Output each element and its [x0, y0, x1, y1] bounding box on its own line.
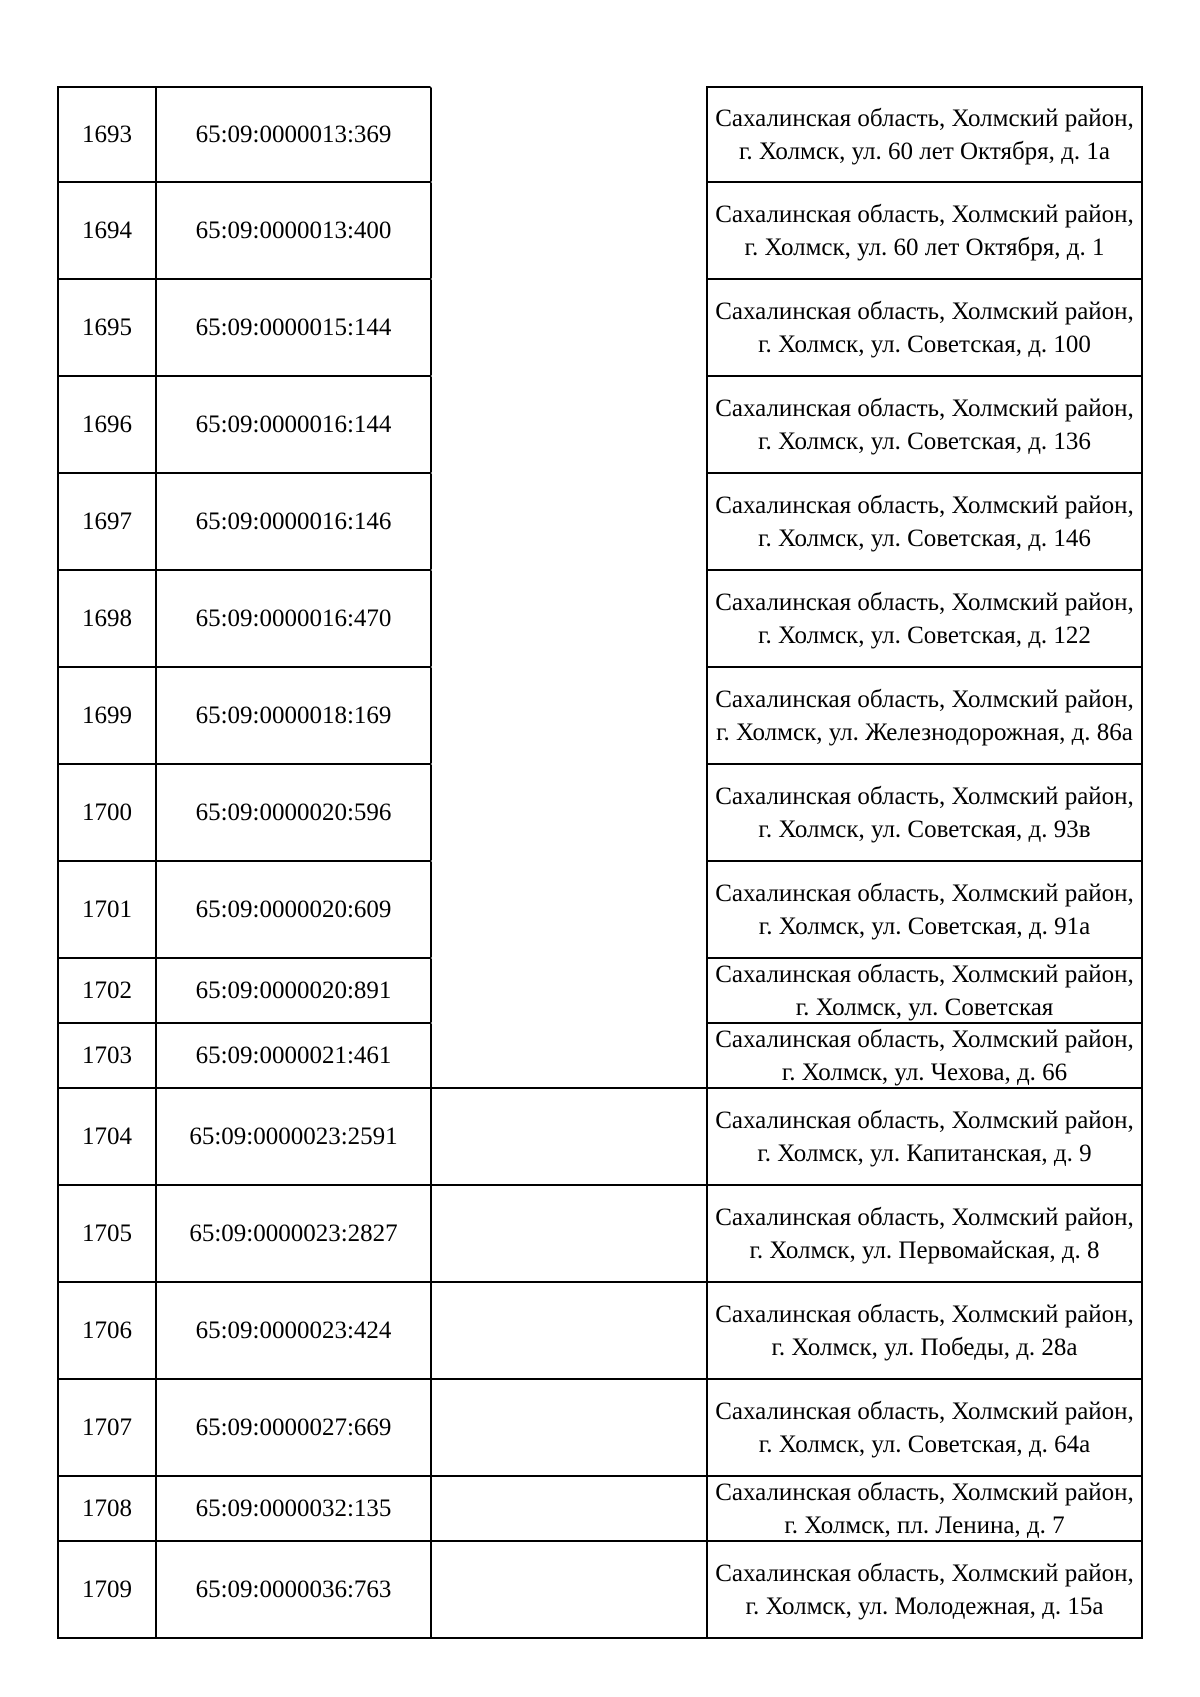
- row-number-cell: 1696: [57, 375, 155, 474]
- cadastral-number-cell: 65:09:0000016:144: [155, 375, 430, 474]
- row-number-cell: 1709: [57, 1540, 155, 1639]
- cadastral-table: [57, 86, 1143, 1639]
- empty-cell: [430, 472, 706, 571]
- address-cell: Сахалинская область, Холмский район, г. Холмск, ул. Советская, д. 64а: [706, 1378, 1143, 1477]
- table-row: [57, 377, 1143, 474]
- cadastral-number-cell: 65:09:0000013:369: [155, 86, 430, 183]
- table-row: [57, 571, 1143, 668]
- empty-cell: [430, 957, 706, 1024]
- address-cell: Сахалинская область, Холмский район, г. Холмск, ул. Советская, д. 91а: [706, 860, 1143, 959]
- table-row: [57, 668, 1143, 765]
- table-row: [57, 1089, 1143, 1186]
- empty-cell: [430, 86, 706, 183]
- cadastral-number-cell: 65:09:0000013:400: [155, 181, 430, 280]
- empty-cell: [430, 1281, 706, 1380]
- row-number-cell: 1695: [57, 278, 155, 377]
- cadastral-number-cell: 65:09:0000021:461: [155, 1022, 430, 1089]
- cadastral-number-cell: 65:09:0000020:891: [155, 957, 430, 1024]
- cadastral-number-cell: 65:09:0000018:169: [155, 666, 430, 765]
- address-cell: Сахалинская область, Холмский район, г. Холмск, пл. Ленина, д. 7: [706, 1475, 1143, 1542]
- empty-cell: [430, 666, 706, 765]
- row-number-cell: 1705: [57, 1184, 155, 1283]
- table-row: [57, 1283, 1143, 1380]
- cadastral-number-cell: 65:09:0000023:2827: [155, 1184, 430, 1283]
- row-number-cell: 1694: [57, 181, 155, 280]
- row-number-cell: 1707: [57, 1378, 155, 1477]
- table-row: [57, 765, 1143, 862]
- cadastral-number-cell: 65:09:0000020:596: [155, 763, 430, 862]
- empty-cell: [430, 1087, 706, 1186]
- row-number-cell: 1697: [57, 472, 155, 571]
- address-cell: Сахалинская область, Холмский район, г. Холмск, ул. Победы, д. 28а: [706, 1281, 1143, 1380]
- address-cell: Сахалинская область, Холмский район, г. Холмск, ул. Советская, д. 122: [706, 569, 1143, 668]
- table-row: [57, 86, 1143, 183]
- empty-cell: [430, 181, 706, 280]
- row-number-cell: 1708: [57, 1475, 155, 1542]
- table-row: [57, 1542, 1143, 1639]
- table-row: [57, 474, 1143, 571]
- empty-cell: [430, 1184, 706, 1283]
- cadastral-number-cell: 65:09:0000023:2591: [155, 1087, 430, 1186]
- cadastral-number-cell: 65:09:0000016:146: [155, 472, 430, 571]
- cadastral-number-cell: 65:09:0000036:763: [155, 1540, 430, 1639]
- row-number-cell: 1699: [57, 666, 155, 765]
- cadastral-number-cell: 65:09:0000027:669: [155, 1378, 430, 1477]
- address-cell: Сахалинская область, Холмский район, г. Холмск, ул. 60 лет Октября, д. 1: [706, 181, 1143, 280]
- row-number-cell: 1702: [57, 957, 155, 1024]
- row-number-cell: 1693: [57, 86, 155, 183]
- row-number-cell: 1703: [57, 1022, 155, 1089]
- table-row: [57, 183, 1143, 280]
- empty-cell: [430, 860, 706, 959]
- cadastral-number-cell: 65:09:0000016:470: [155, 569, 430, 668]
- table-row: [57, 1477, 1143, 1542]
- address-cell: Сахалинская область, Холмский район, г. Холмск, ул. Советская, д. 136: [706, 375, 1143, 474]
- table-row: [57, 280, 1143, 377]
- empty-cell: [430, 569, 706, 668]
- cadastral-number-cell: 65:09:0000032:135: [155, 1475, 430, 1542]
- empty-cell: [430, 1475, 706, 1542]
- address-cell: Сахалинская область, Холмский район, г. Холмск, ул. Советская, д. 146: [706, 472, 1143, 571]
- row-number-cell: 1698: [57, 569, 155, 668]
- empty-cell: [430, 375, 706, 474]
- table-row: [57, 862, 1143, 959]
- table-row: [57, 1380, 1143, 1477]
- row-number-cell: 1700: [57, 763, 155, 862]
- empty-cell: [430, 1022, 706, 1089]
- address-cell: Сахалинская область, Холмский район, г. Холмск, ул. Советская, д. 100: [706, 278, 1143, 377]
- row-number-cell: 1701: [57, 860, 155, 959]
- table-row: [57, 1024, 1143, 1089]
- address-cell: Сахалинская область, Холмский район, г. Холмск, ул. Советская: [706, 957, 1143, 1024]
- address-cell: Сахалинская область, Холмский район, г. Холмск, ул. Первомайская, д. 8: [706, 1184, 1143, 1283]
- address-cell: Сахалинская область, Холмский район, г. Холмск, ул. Чехова, д. 66: [706, 1022, 1143, 1089]
- cadastral-number-cell: 65:09:0000015:144: [155, 278, 430, 377]
- table-row: [57, 959, 1143, 1024]
- cadastral-number-cell: 65:09:0000023:424: [155, 1281, 430, 1380]
- cadastral-number-cell: 65:09:0000020:609: [155, 860, 430, 959]
- empty-cell: [430, 1378, 706, 1477]
- address-cell: Сахалинская область, Холмский район, г. Холмск, ул. 60 лет Октября, д. 1а: [706, 86, 1143, 183]
- empty-cell: [430, 763, 706, 862]
- address-cell: Сахалинская область, Холмский район, г. Холмск, ул. Железнодорожная, д. 86а: [706, 666, 1143, 765]
- table-row: [57, 1186, 1143, 1283]
- empty-cell: [430, 278, 706, 377]
- row-number-cell: 1704: [57, 1087, 155, 1186]
- empty-cell: [430, 1540, 706, 1639]
- address-cell: Сахалинская область, Холмский район, г. Холмск, ул. Советская, д. 93в: [706, 763, 1143, 862]
- address-cell: Сахалинская область, Холмский район, г. Холмск, ул. Капитанская, д. 9: [706, 1087, 1143, 1186]
- address-cell: Сахалинская область, Холмский район, г. Холмск, ул. Молодежная, д. 15а: [706, 1540, 1143, 1639]
- row-number-cell: 1706: [57, 1281, 155, 1380]
